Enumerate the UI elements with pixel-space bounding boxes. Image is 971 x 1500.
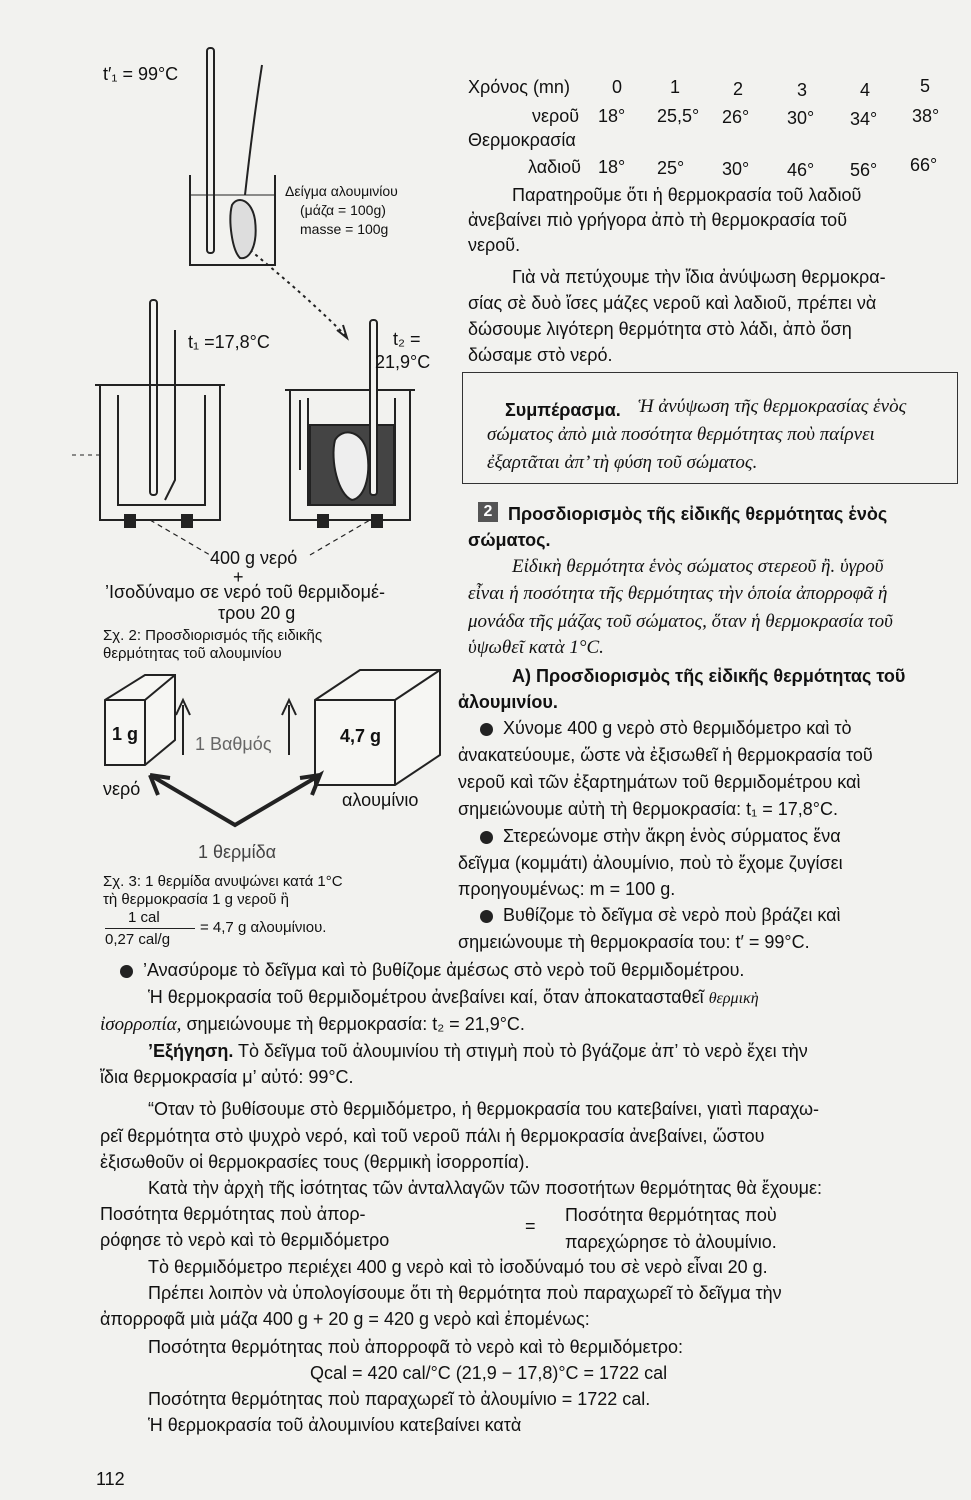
sample-label-2: (μάζα = 100g) xyxy=(300,202,386,218)
bullet-2-line-3: προηγουμένως: m = 100 g. xyxy=(458,879,676,899)
bullet-1-line-3: νεροῦ καὶ τῶν ἐξαρτημάτων τοῦ θερμιδομέτρου καὶ xyxy=(458,772,861,792)
definition-line-2: εἶναι ἡ ποσότητα τῆς θερμότητας τὴν ὁποία ἀπορροφᾶ ἡ xyxy=(468,583,888,604)
figure-3-diagram xyxy=(0,660,460,870)
equivalent-label-1: ’Ισοδύναμο σε νερό τοῦ θερμιδομέ- xyxy=(105,582,385,602)
figure-2-caption-1: Σχ. 2: Προσδιορισμός τῆς ειδικῆς xyxy=(103,627,323,644)
water-temp-0: 18° xyxy=(598,106,626,126)
calc-line-4: Ποσότητα θερμότητας ποὺ ἀπορροφᾶ τὸ νερὸ καὶ τὸ θερμιδόμετρο: xyxy=(148,1337,684,1357)
oil-temp-3: 46° xyxy=(787,160,815,180)
bullet-2-line-2: δεῖγμα (κομμάτι) ἀλουμίνιο, ποὺ τὸ ἔχομε ζυγίσει xyxy=(458,853,843,873)
equivalent-label-2: τρου 20 g xyxy=(218,603,296,623)
calorie-label: 1 θερμίδα xyxy=(198,842,277,862)
eq-right-1: Ποσότητα θερμότητας ποὺ xyxy=(565,1205,777,1225)
p1-line-2: ἀνεβαίνει πιὸ γρήγορα ἀπὸ τὴ θερμοκρασία τοῦ xyxy=(468,210,848,230)
bullet-4-line-3-italic: ἰσορροπία, xyxy=(100,1014,182,1035)
oil-row-label: λαδιοῦ xyxy=(528,157,582,177)
transfer-arrow xyxy=(250,250,345,335)
p2-line-1: Γιὰ νὰ πετύχουμε τὴν ἴδια ἀνύψωση θερμοκρα- xyxy=(512,267,886,287)
bullet-1-line-1 xyxy=(480,716,852,740)
conclusion-line-1: Ἡ ἀνύψωση τῆς θερμοκρασίας ἑνὸς xyxy=(638,396,907,417)
p2-line-4: δώσαμε στὸ νερό. xyxy=(468,345,613,365)
aluminium-sample xyxy=(230,200,255,258)
thermometer-top xyxy=(207,48,214,253)
definition-line-1: Εἰδικὴ θερμότητα ἑνὸς σώματος στερεοῦ ἢ. ὑγροῦ xyxy=(512,556,884,577)
thermometer-right xyxy=(370,320,377,495)
time-0: 0 xyxy=(612,77,623,97)
plus-sign: + xyxy=(233,567,244,587)
oil-temp-5: 66° xyxy=(910,155,938,175)
p2-line-2: σίας σὲ δυὸ ἴσες μάζες νεροῦ καὶ λαδιοῦ, πρέπει νὰ xyxy=(468,293,877,313)
bullet-4-line-2-text: Ἡ θερμοκρασία τοῦ θερμιδομέτρου ἀνεβαίνει καί, ὅταν ἀποκατασταθεῖ xyxy=(148,987,704,1007)
definition-line-4: ὑψωθεῖ κατὰ 1°C. xyxy=(468,637,604,658)
oil-temp-0: 18° xyxy=(598,157,626,177)
time-5: 5 xyxy=(920,76,931,96)
explanation-title: ’Εξήγηση. xyxy=(148,1041,234,1061)
subsection-a-1: Α) Προσδιορισμὸς τῆς εἰδικῆς θερμότητας τοῦ xyxy=(512,666,906,686)
water-label: νερό xyxy=(103,779,141,799)
eq-right-2: παρεχώρησε τὸ ἀλουμίνιο. xyxy=(565,1232,777,1252)
section-title-1: Προσδιορισμὸς τῆς εἰδικῆς θερμότητας ἑνὸς xyxy=(508,504,888,524)
bullet-3-line-2: σημειώνουμε τὴ θερμοκρασία του: t′ = 99°C. xyxy=(458,932,810,952)
sample-label-3: masse = 100g xyxy=(300,221,389,237)
calc-line-3: ἀπορροφᾶ μιὰ μάζα 400 g + 20 g = 420 g νερὸ καὶ ἐπομένως: xyxy=(100,1309,590,1329)
time-3: 3 xyxy=(797,80,808,100)
page-number: 112 xyxy=(96,1469,125,1489)
water-temp-4: 34° xyxy=(850,109,878,129)
p1-line-3: νεροῦ. xyxy=(468,235,521,255)
subsection-a-2: ἀλουμινίου. xyxy=(458,692,558,712)
t1-label: t₁ =17,8°C xyxy=(188,332,270,352)
section-title-2: σώματος. xyxy=(468,530,551,550)
bullet-icon xyxy=(480,910,493,923)
oil-temp-2: 30° xyxy=(722,159,750,179)
aluminium-label: αλουμίνιο xyxy=(342,790,419,810)
eq-sign: = xyxy=(525,1216,536,1236)
degree-label: 1 Βαθμός xyxy=(195,734,272,754)
calorie-arrows xyxy=(150,775,320,825)
bullet-1-line-4: σημειώνουμε αὐτὴ τὴ θερμοκρασία: t₁ = 17,8°C. xyxy=(458,799,838,819)
temperature-label: Θερμοκρασία xyxy=(468,130,576,150)
bullet-3-text: Βυθίζομε τὸ δεῖγμα σὲ νερὸ ποὺ βράζει καὶ xyxy=(503,905,841,925)
conclusion-line-2: σώματος ἀπὸ μιὰ ποσότητα θερμότητας ποὺ παίρνει xyxy=(487,424,875,445)
eq-left-2: ρόφησε τὸ νερὸ καὶ τὸ θερμιδόμετρο xyxy=(100,1230,390,1250)
fraction-bar xyxy=(105,928,195,929)
bullet-4-line-2 xyxy=(148,985,759,1011)
oil-temp-1: 25° xyxy=(657,158,685,178)
calc-line-1: Τὸ θερμιδόμετρο περιέχει 400 g νερὸ καὶ τὸ ἰσοδύναμό του σὲ νερὸ εἶναι 20 g. xyxy=(148,1257,768,1277)
explanation-text-1: Τὸ δεῖγμα τοῦ ἀλουμινίου τὴ στιγμὴ ποὺ τὸ βγάζομε ἀπ’ τὸ νερὸ ἔχει τὴν xyxy=(238,1041,808,1061)
conclusion-line-3: ἐξαρτᾶται ἀπ’ τὴ φύση τοῦ σώματος. xyxy=(487,452,758,473)
fraction-result: = 4,7 g αλουμίνιου. xyxy=(200,919,327,936)
water-temp-5: 38° xyxy=(912,106,940,126)
t1-prime-label: t′₁ = 99°C xyxy=(103,64,179,84)
para-line-3: ἐξισωθοῦν οἱ θερμοκρασίες τους (θερμικὴ ἰσορροπία). xyxy=(100,1152,530,1172)
t2-value: 21,9°C xyxy=(375,352,431,372)
bullet-icon xyxy=(480,831,493,844)
calc-line-6: Ποσότητα θερμότητας ποὺ παραχωρεῖ τὸ ἀλουμίνιο = 1722 cal. xyxy=(148,1389,651,1409)
thermometer-left xyxy=(150,300,157,495)
definition-line-3: μονάδα τῆς μάζας τοῦ σώματος, ὅταν ἡ θερμοκρασία τοῦ xyxy=(468,611,893,632)
aluminium-cube-label: 4,7 g xyxy=(340,726,382,746)
bullet-4-line-2-italic: θερμικὴ xyxy=(708,990,759,1007)
bullet-2-text: Στερεώνομε στὴν ἄκρη ἑνὸς σύρματος ἕνα xyxy=(503,826,841,846)
table-time-label: Χρόνος (mn) xyxy=(468,77,570,97)
time-1: 1 xyxy=(670,77,681,97)
bullet-1-text: Χύνομε 400 g νερὸ στὸ θερμιδόμετρο καὶ τὸ xyxy=(503,718,852,738)
para-line-1: “Οταν τὸ βυθίσουμε στὸ θερμιδόμετρο, ἡ θερμοκρασία του κατεβαίνει, γιατὶ παραχω- xyxy=(148,1099,820,1119)
figure-2-diagram xyxy=(0,0,460,620)
water-mass-label: 400 g νερό xyxy=(210,548,298,568)
water-temp-3: 30° xyxy=(787,108,815,128)
bullet-4-line-1 xyxy=(120,958,744,982)
bullet-4-line-3 xyxy=(100,1012,525,1037)
explanation-line-2: ἴδια θερμοκρασία μ’ αὐτό: 99°C. xyxy=(100,1067,354,1087)
sample-label-1: Δείγμα αλουμινίου xyxy=(285,183,398,199)
water-temp-2: 26° xyxy=(722,107,750,127)
bullet-1-line-2: ἀνακατεύουμε, ὥστε νὰ ἐξισωθεῖ ἡ θερμοκρασία τοῦ xyxy=(458,745,873,765)
fraction-numerator: 1 cal xyxy=(128,909,160,926)
time-2: 2 xyxy=(733,79,744,99)
conclusion-title: Συμπέρασμα. xyxy=(505,400,621,420)
t2-label: t₂ = xyxy=(393,329,421,349)
fraction-denominator: 0,27 cal/g xyxy=(105,931,171,948)
calc-formula: Qcal = 420 cal/°C (21,9 − 17,8)°C = 1722 cal xyxy=(310,1363,668,1383)
explanation-line-1 xyxy=(148,1039,808,1063)
time-4: 4 xyxy=(860,80,871,100)
p2-line-3: δώσουμε λιγότερη θερμότητα στὸ λάδι, ἀπὸ ὅση xyxy=(468,319,852,339)
section-number-badge: 2 xyxy=(478,502,498,522)
figure-3-caption-2: τὴ θερμοκρασία 1 g νεροῦ ἢ xyxy=(103,891,289,908)
bullet-icon xyxy=(480,723,493,736)
oil-temp-4: 56° xyxy=(850,160,878,180)
eq-left-1: Ποσότητα θερμότητας ποὺ ἀπορ- xyxy=(100,1204,366,1224)
bullet-2-line-1 xyxy=(480,824,841,848)
water-cube-label: 1 g xyxy=(112,724,139,744)
figure-2-caption-2: θερμότητας τοῦ αλουμινίου xyxy=(103,645,282,662)
figure-3-caption-1: Σχ. 3: 1 θερμίδα ανυψώνει κατά 1°C xyxy=(103,873,343,890)
bullet-3-line-1 xyxy=(480,903,841,927)
p1-line-1: Παρατηροῦμε ὅτι ἡ θερμοκρασία τοῦ λαδιοῦ xyxy=(512,185,862,205)
water-row-label: νεροῦ xyxy=(532,106,580,126)
bullet-4-text: ’Ανασύρομε τὸ δεῖγμα καὶ τὸ βυθίζομε ἀμέσως στὸ νερὸ τοῦ θερμιδομέτρου. xyxy=(143,960,745,980)
para-line-2: ρεῖ θερμότητα στὸ ψυχρὸ νερό, καὶ τοῦ νεροῦ πάλι ἡ θερμοκρασία ἀνεβαίνει, ὥστου xyxy=(100,1126,765,1146)
bullet-icon xyxy=(120,965,133,978)
water-cube xyxy=(105,675,175,765)
calc-line-7: Ἡ θερμοκρασία τοῦ ἀλουμινίου κατεβαίνει κατὰ xyxy=(148,1415,522,1435)
calc-line-2: Πρέπει λοιπὸν νὰ ὑπολογίσουμε ὅτι τὴ θερμότητα ποὺ παραχωρεῖ τὸ δεῖγμα τὴν xyxy=(148,1283,782,1303)
principle-line: Κατὰ τὴν ἀρχὴ τῆς ἰσότητας τῶν ἀνταλλαγῶν τῶν ποσοτήτων θερμότητας θὰ ἔχουμε: xyxy=(148,1178,823,1198)
bullet-4-line-3-text: σημειώνουμε τὴ θερμοκρασία: t₂ = 21,9°C. xyxy=(186,1014,525,1034)
water-temp-1: 25,5° xyxy=(657,106,700,126)
